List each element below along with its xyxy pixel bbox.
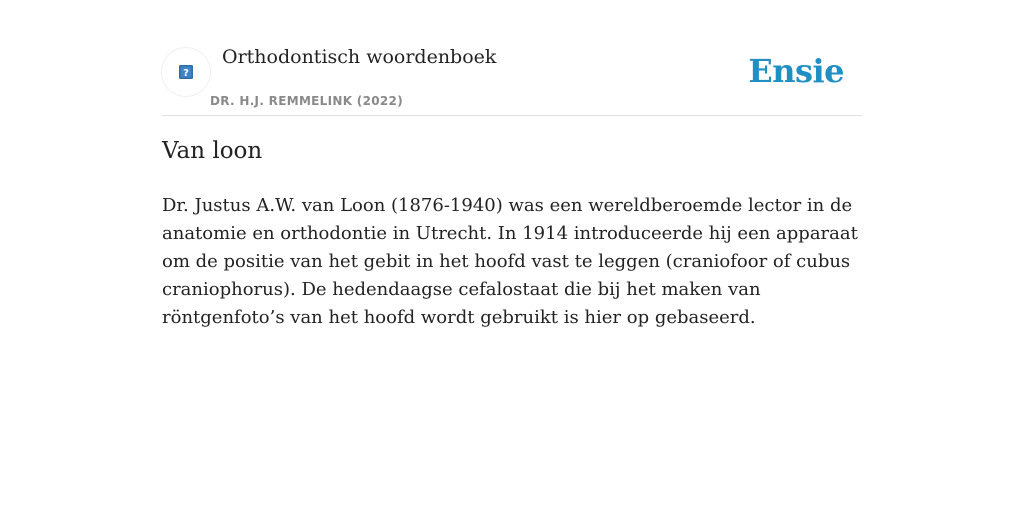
ensie-logo[interactable]: Ensie <box>748 52 844 90</box>
question-book-icon[interactable] <box>162 48 210 96</box>
entry-definition: Dr. Justus A.W. van Loon (1876-1940) was een wereldberoemde lector in de anatomie en orthodontie in Utrecht. In 1914 introduceerde hij een apparaat om de positie van het gebit in het hoofd vast te leggen (craniofoor of cubus craniophorus). De hedendaagse cefalostaat die bij het maken van röntgenfoto’s van het hoofd wordt gebruikt is hier op gebaseerd. <box>162 195 858 328</box>
dictionary-title[interactable]: Orthodontisch woordenboek <box>222 46 497 68</box>
question-book-icon-glyph <box>178 64 194 80</box>
dictionary-header <box>162 40 862 116</box>
entry-title: Van loon <box>162 138 263 164</box>
svg-text:?: ? <box>183 68 189 79</box>
dictionary-author: DR. H.J. REMMELINK (2022) <box>210 94 403 108</box>
